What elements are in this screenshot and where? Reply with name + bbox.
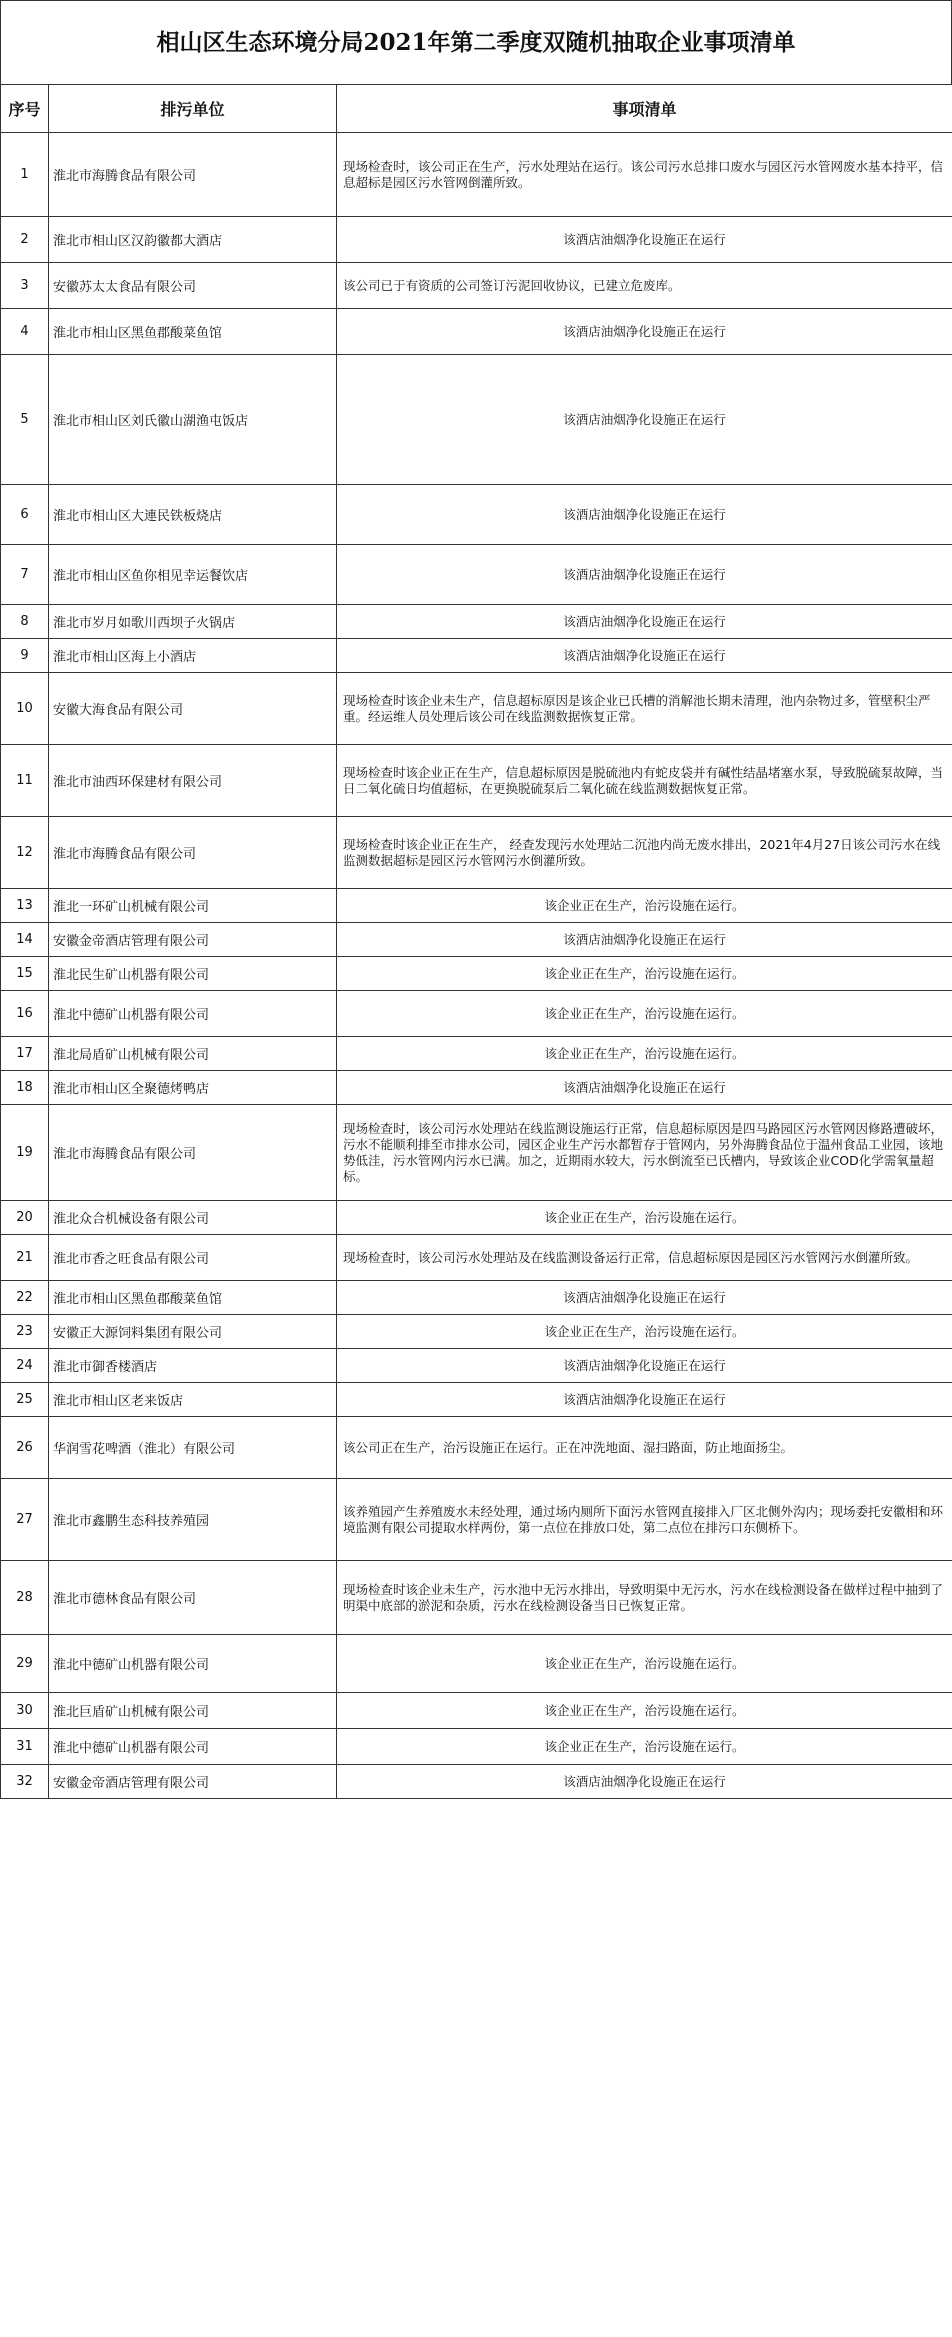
row-number: 22 — [1, 1281, 49, 1315]
row-number: 9 — [1, 639, 49, 673]
row-number: 5 — [1, 355, 49, 485]
row-item: 该公司正在生产，治污设施正在运行。正在冲洗地面、湿扫路面，防止地面扬尘。 — [337, 1417, 952, 1479]
row-unit: 安徽正大源饲料集团有限公司 — [49, 1315, 337, 1349]
row-item: 该企业正在生产，治污设施在运行。 — [337, 1315, 952, 1349]
row-item: 该企业正在生产，治污设施在运行。 — [337, 1201, 952, 1235]
row-number: 3 — [1, 263, 49, 309]
row-number: 32 — [1, 1765, 49, 1799]
row-item: 该酒店油烟净化设施正在运行 — [337, 605, 952, 639]
table-row — [1, 263, 952, 309]
row-item: 该企业正在生产，治污设施在运行。 — [337, 1729, 952, 1765]
row-number: 13 — [1, 889, 49, 923]
row-unit: 淮北中德矿山机器有限公司 — [49, 991, 337, 1037]
row-unit: 淮北众合机械设备有限公司 — [49, 1201, 337, 1235]
table-row — [1, 1635, 952, 1693]
table-row — [1, 1349, 952, 1383]
table-row — [1, 1105, 952, 1201]
table-row — [1, 605, 952, 639]
row-number: 7 — [1, 545, 49, 605]
table-row — [1, 817, 952, 889]
table-row — [1, 1281, 952, 1315]
row-number: 2 — [1, 217, 49, 263]
table-row — [1, 1201, 952, 1235]
header-unit: 排污单位 — [49, 85, 337, 133]
row-number: 1 — [1, 133, 49, 217]
table-row — [1, 545, 952, 605]
row-unit: 淮北中德矿山机器有限公司 — [49, 1729, 337, 1765]
row-number: 24 — [1, 1349, 49, 1383]
table-row — [1, 1071, 952, 1105]
table-row — [1, 1765, 952, 1799]
row-item: 现场检查时该企业正在生产，信息超标原因是脱硫池内有蛇皮袋并有碱性结晶堵塞水泵，导致脱硫泵故障，当日二氧化硫日均值超标，在更换脱硫泵后二氧化硫在线监测数据恢复正常。 — [337, 745, 952, 817]
row-item: 该企业正在生产，治污设施在运行。 — [337, 889, 952, 923]
row-item: 该酒店油烟净化设施正在运行 — [337, 545, 952, 605]
row-unit: 淮北市油西环保建材有限公司 — [49, 745, 337, 817]
row-unit: 安徽金帝酒店管理有限公司 — [49, 923, 337, 957]
row-number: 17 — [1, 1037, 49, 1071]
table-row — [1, 1479, 952, 1561]
table-row — [1, 1561, 952, 1635]
table-row — [1, 923, 952, 957]
row-item: 该酒店油烟净化设施正在运行 — [337, 217, 952, 263]
row-item: 该企业正在生产，治污设施在运行。 — [337, 1635, 952, 1693]
row-number: 23 — [1, 1315, 49, 1349]
row-item: 现场检查时该企业正在生产， 经查发现污水处理站二沉池内尚无废水排出，2021年4月27日该公司污水在线监测数据超标是园区污水管网污水倒灌所致。 — [337, 817, 952, 889]
row-item: 该酒店油烟净化设施正在运行 — [337, 1281, 952, 1315]
row-unit: 淮北市相山区刘氏徽山湖渔屯饭店 — [49, 355, 337, 485]
table-row — [1, 1315, 952, 1349]
row-item: 该酒店油烟净化设施正在运行 — [337, 355, 952, 485]
row-number: 12 — [1, 817, 49, 889]
row-item: 该酒店油烟净化设施正在运行 — [337, 309, 952, 355]
table-row — [1, 745, 952, 817]
table-row — [1, 1383, 952, 1417]
row-number: 15 — [1, 957, 49, 991]
row-unit: 淮北市香之旺食品有限公司 — [49, 1235, 337, 1281]
row-number: 26 — [1, 1417, 49, 1479]
row-item: 该酒店油烟净化设施正在运行 — [337, 923, 952, 957]
row-number: 18 — [1, 1071, 49, 1105]
row-number: 29 — [1, 1635, 49, 1693]
table-row — [1, 639, 952, 673]
table-row — [1, 355, 952, 485]
row-item: 该公司已于有资质的公司签订污泥回收协议，已建立危废库。 — [337, 263, 952, 309]
row-unit: 淮北中德矿山机器有限公司 — [49, 1635, 337, 1693]
row-item: 现场检查时，该公司污水处理站及在线监测设备运行正常，信息超标原因是园区污水管网污水倒灌所致。 — [337, 1235, 952, 1281]
table-row — [1, 673, 952, 745]
row-unit: 淮北市相山区大連民铁板烧店 — [49, 485, 337, 545]
table-row — [1, 1037, 952, 1071]
row-unit: 淮北市相山区鱼你相见幸运餐饮店 — [49, 545, 337, 605]
row-unit: 淮北一环矿山机械有限公司 — [49, 889, 337, 923]
row-unit: 淮北市相山区全聚德烤鸭店 — [49, 1071, 337, 1105]
header-item: 事项清单 — [337, 85, 952, 133]
row-item: 该酒店油烟净化设施正在运行 — [337, 1349, 952, 1383]
row-number: 19 — [1, 1105, 49, 1201]
row-unit: 淮北市相山区汉韵徽都大酒店 — [49, 217, 337, 263]
row-unit: 淮北市海腾食品有限公司 — [49, 1105, 337, 1201]
row-unit: 安徽大海食品有限公司 — [49, 673, 337, 745]
row-item: 该企业正在生产，治污设施在运行。 — [337, 1037, 952, 1071]
table-row — [1, 309, 952, 355]
table-body — [1, 133, 952, 1799]
row-unit: 淮北局盾矿山机械有限公司 — [49, 1037, 337, 1071]
row-number: 16 — [1, 991, 49, 1037]
table-row — [1, 1693, 952, 1729]
row-unit: 淮北市御香楼酒店 — [49, 1349, 337, 1383]
row-item: 该酒店油烟净化设施正在运行 — [337, 485, 952, 545]
row-unit: 淮北市德林食品有限公司 — [49, 1561, 337, 1635]
row-number: 6 — [1, 485, 49, 545]
items-table — [0, 84, 952, 1799]
row-unit: 淮北市相山区老来饭店 — [49, 1383, 337, 1417]
row-item: 现场检查时，该公司正在生产，污水处理站在运行。该公司污水总排口废水与园区污水管网废水基本持平，信息超标是园区污水管网倒灌所致。 — [337, 133, 952, 217]
row-number: 8 — [1, 605, 49, 639]
table-row — [1, 485, 952, 545]
row-item: 该企业正在生产，治污设施在运行。 — [337, 957, 952, 991]
document-title: 相山区生态环境分局2021年第二季度双随机抽取企业事项清单 — [0, 0, 952, 84]
row-unit: 淮北市海腾食品有限公司 — [49, 817, 337, 889]
table-row — [1, 217, 952, 263]
row-number: 28 — [1, 1561, 49, 1635]
row-item: 该酒店油烟净化设施正在运行 — [337, 1765, 952, 1799]
row-unit: 安徽苏太太食品有限公司 — [49, 263, 337, 309]
row-number: 25 — [1, 1383, 49, 1417]
row-number: 21 — [1, 1235, 49, 1281]
row-unit: 淮北市相山区黑鱼郡酸菜鱼馆 — [49, 1281, 337, 1315]
table-row — [1, 1235, 952, 1281]
table-row — [1, 889, 952, 923]
header-no: 序号 — [1, 85, 49, 133]
row-number: 31 — [1, 1729, 49, 1765]
row-unit: 淮北市岁月如歌川西坝子火锅店 — [49, 605, 337, 639]
row-unit: 淮北市相山区黑鱼郡酸菜鱼馆 — [49, 309, 337, 355]
row-unit: 淮北市鑫鹏生态科技养殖园 — [49, 1479, 337, 1561]
row-item: 现场检查时该企业未生产，信息超标原因是该企业已氏槽的消解池长期未清理，池内杂物过多，管壁积尘严重。经运维人员处理后该公司在线监测数据恢复正常。 — [337, 673, 952, 745]
row-item: 该企业正在生产，治污设施在运行。 — [337, 1693, 952, 1729]
row-number: 11 — [1, 745, 49, 817]
row-unit: 淮北市海腾食品有限公司 — [49, 133, 337, 217]
row-item: 现场检查时该企业未生产，污水池中无污水排出，导致明渠中无污水，污水在线检测设备在做样过程中抽到了明渠中底部的淤泥和杂质，污水在线检测设备当日已恢复正常。 — [337, 1561, 952, 1635]
row-number: 27 — [1, 1479, 49, 1561]
table-row — [1, 1729, 952, 1765]
table-row — [1, 1417, 952, 1479]
row-item: 该酒店油烟净化设施正在运行 — [337, 1071, 952, 1105]
row-unit: 华润雪花啤酒（淮北）有限公司 — [49, 1417, 337, 1479]
row-unit: 淮北巨盾矿山机械有限公司 — [49, 1693, 337, 1729]
row-number: 10 — [1, 673, 49, 745]
row-item: 该企业正在生产，治污设施在运行。 — [337, 991, 952, 1037]
row-item: 该养殖园产生养殖废水未经处理，通过场内厕所下面污水管网直接排入厂区北侧外沟内；现场委托安徽相和环境监测有限公司提取水样两份，第一点位在排放口处，第二点位在排污口东侧桥下。 — [337, 1479, 952, 1561]
row-number: 20 — [1, 1201, 49, 1235]
row-number: 30 — [1, 1693, 49, 1729]
row-number: 14 — [1, 923, 49, 957]
table-row — [1, 133, 952, 217]
table-row — [1, 991, 952, 1037]
header-row — [1, 85, 952, 133]
row-item: 现场检查时，该公司污水处理站在线监测设施运行正常，信息超标原因是四马路园区污水管网因修路遭破坏，污水不能顺利排至市排水公司，园区企业生产污水都暂存于管网内，另外海腾食品位于温州食品工业园，该地势低洼，污水管网内污水已满。加之，近期雨水较大，污水倒流至已氏槽内，导致该企业COD化学需氧量超标。 — [337, 1105, 952, 1201]
row-item: 该酒店油烟净化设施正在运行 — [337, 639, 952, 673]
row-unit: 淮北市相山区海上小酒店 — [49, 639, 337, 673]
row-unit: 淮北民生矿山机器有限公司 — [49, 957, 337, 991]
table-row — [1, 957, 952, 991]
row-number: 4 — [1, 309, 49, 355]
row-unit: 安徽金帝酒店管理有限公司 — [49, 1765, 337, 1799]
row-item: 该酒店油烟净化设施正在运行 — [337, 1383, 952, 1417]
